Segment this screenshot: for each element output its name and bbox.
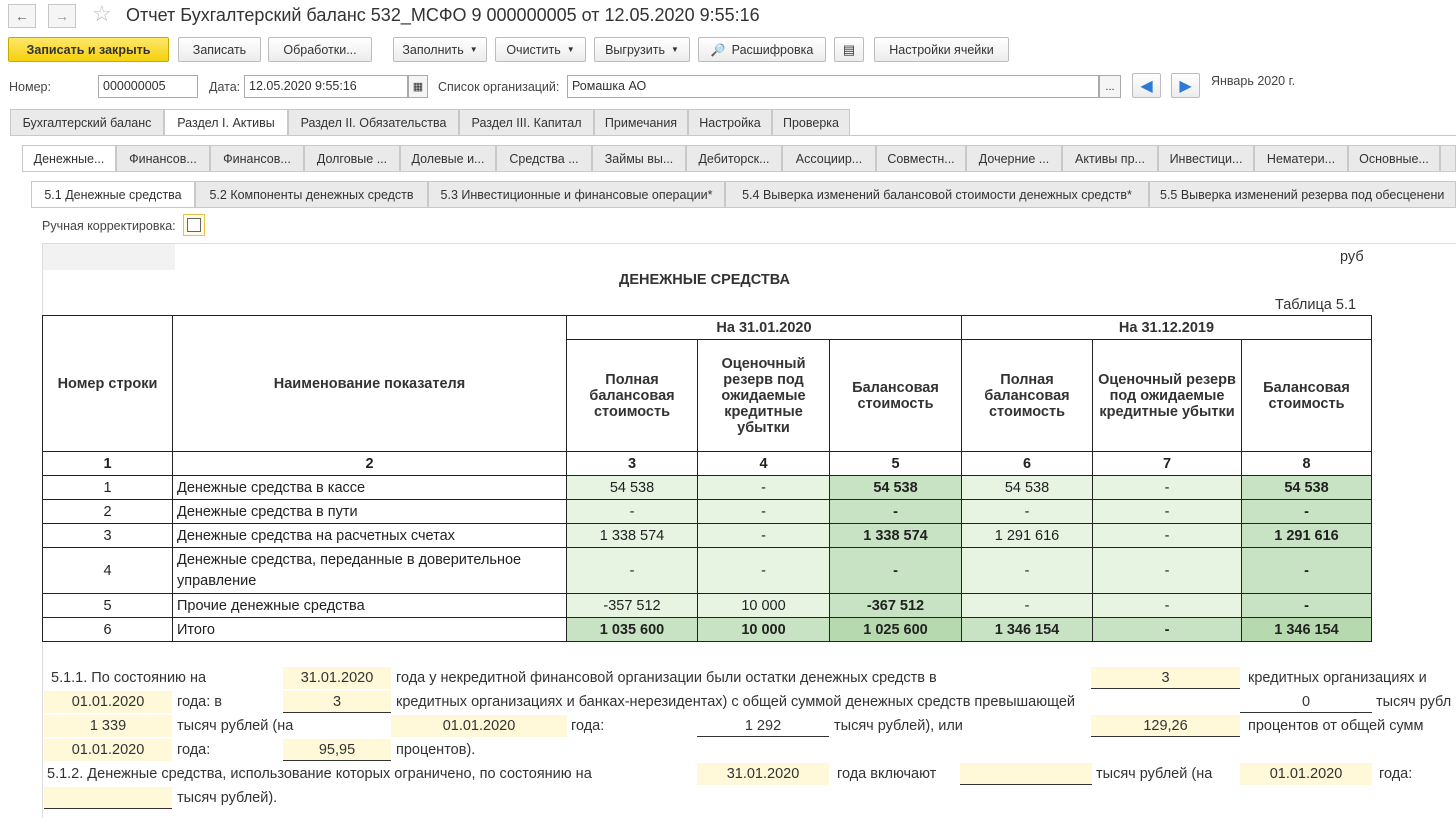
value-cell[interactable]: - [962,500,1093,524]
org-select-button[interactable]: ... [1099,75,1121,98]
value-cell[interactable]: - [1093,594,1242,618]
fill-button[interactable] [393,37,487,62]
value-cell[interactable]: 54 538 [1242,476,1372,500]
calendar-icon: ▦ [412,81,424,93]
forward-button[interactable]: → [48,4,76,28]
org-input[interactable]: Ромашка АО [567,75,1099,98]
export-label: Выгрузить [605,42,665,57]
value-cell[interactable]: - [698,524,830,548]
subtab-subsidiaries[interactable]: Дочерние ... [966,145,1062,172]
value-cell[interactable]: 54 538 [567,476,698,500]
value-cell[interactable]: 10 000 [698,618,830,642]
header-balance-2: Балансовая стоимость [1242,340,1372,452]
note-field[interactable]: 31.01.2020 [283,667,391,689]
note-text: тысяч рублей (на [177,718,294,734]
subtab-assets-sale[interactable]: Активы пр... [1062,145,1158,172]
header-full-1: Полная балансовая стоимость [567,340,698,452]
value-cell[interactable]: 54 538 [830,476,962,500]
table-row [43,500,1372,524]
window-title: Отчет Бухгалтерский баланс 532_МСФО 9 000000005 от 12.05.2020 9:55:16 [126,5,760,25]
table-row-total [43,618,1372,642]
table-row [43,594,1372,618]
row-number: 2 [43,500,173,524]
tab-check[interactable]: Проверка [772,109,850,136]
value-cell[interactable]: -367 512 [830,594,962,618]
header-full-2: Полная балансовая стоимость [962,340,1093,452]
note-field[interactable]: 31.01.2020 [697,763,829,785]
chevron-down-icon: ▼ [670,45,679,54]
note-text: тысяч рубл [1376,694,1452,710]
header-period-1: На 31.01.2020 [567,316,962,340]
manual-correction-checkbox[interactable] [183,214,205,236]
report-title: ДЕНЕЖНЫЕ СРЕДСТВА [619,272,790,288]
note-field[interactable]: 0 [1240,691,1372,713]
arrow-left-icon: ◀ [1140,77,1153,95]
colnum-cell: 3 [567,452,698,476]
header-period-2: На 31.12.2019 [962,316,1372,340]
value-cell[interactable]: 1 338 574 [567,524,698,548]
number-label: Номер: [9,80,51,94]
note-field-empty[interactable] [960,763,1092,785]
value-cell[interactable]: - [830,548,962,594]
arrow-right-icon: ▶ [1179,77,1192,95]
magnifier-icon: 🔎 [710,42,726,57]
export-button[interactable] [594,37,690,62]
note-text: тысяч рублей), или [834,718,963,734]
table-row [43,524,1372,548]
subtab-funds[interactable]: Средства ... [496,145,592,172]
row-number: 6 [43,618,173,642]
note-text: года у некредитной финансовой организации были остатки денежных средств в [396,670,937,686]
value-cell[interactable]: - [1242,500,1372,524]
subtab-equity[interactable]: Долевые и... [400,145,496,172]
value-cell[interactable]: 1 025 600 [830,618,962,642]
note-field[interactable]: 3 [283,691,391,713]
note-text: тысяч рублей (на [1096,766,1213,782]
note-text: процентов от общей сумм [1248,718,1424,734]
date-label: Дата: [209,80,241,94]
period-label: Январь 2020 г. [1211,74,1296,88]
row-number: 1 [43,476,173,500]
note-text: года: [177,742,211,758]
subtab-receivables[interactable]: Дебиторск... [686,145,782,172]
clear-button[interactable] [495,37,586,62]
section-tab-5-4[interactable]: 5.4 Выверка изменений балансовой стоимости денежных средств* [725,181,1149,208]
row-name: Прочие денежные средства [173,594,567,618]
decode-button[interactable] [698,37,826,62]
note-text: года включают [837,766,937,782]
header-rownum: Номер строки [43,316,173,452]
subtab-debt[interactable]: Долговые ... [304,145,400,172]
section-tab-5-1[interactable]: 5.1 Денежные средства [31,181,195,208]
cell-settings-button[interactable]: Настройки ячейки [874,37,1009,62]
next-period-button[interactable] [1171,73,1200,98]
number-input[interactable]: 000000005 [98,75,198,98]
clear-label: Очистить [506,42,561,57]
colnum-cell: 6 [962,452,1093,476]
note-text: кредитных организациях и [1248,670,1427,686]
header-reserve-2: Оценочный резерв под ожидаемые кредитные убытки [1093,340,1242,452]
prev-period-button[interactable] [1132,73,1161,98]
header-reserve-1: Оценочный резерв под ожидаемые кредитные убытки [698,340,830,452]
row-name: Денежные средства в пути [173,500,567,524]
subtab-panel-border [22,171,1456,172]
value-cell[interactable]: - [962,548,1093,594]
header-name: Наименование показателя [173,316,567,452]
colnum-cell: 1 [43,452,173,476]
processing-button[interactable]: Обработки... [268,37,372,62]
note-text: года: [571,718,605,734]
note-field[interactable]: 3 [1091,667,1240,689]
value-cell[interactable]: - [1093,618,1242,642]
value-cell[interactable]: 1 035 600 [567,618,698,642]
value-cell[interactable]: -357 512 [567,594,698,618]
fill-label: Заполнить [402,42,464,57]
subtab-more[interactable] [1440,145,1456,172]
subtab-associates[interactable]: Ассоциир... [782,145,876,172]
save-button[interactable]: Записать [178,37,261,62]
value-cell[interactable]: - [1242,548,1372,594]
value-cell[interactable]: - [567,548,698,594]
value-cell[interactable]: 1 338 574 [830,524,962,548]
date-input[interactable]: 12.05.2020 9:55:16 [244,75,408,98]
note-field[interactable]: 01.01.2020 [1240,763,1372,785]
section-tab-5-2[interactable]: 5.2 Компоненты денежных средств [195,181,428,208]
header-balance-1: Балансовая стоимость [830,340,962,452]
row-number: 5 [43,594,173,618]
value-cell[interactable]: - [1093,476,1242,500]
note-text: 5.1.1. По состоянию на [51,670,207,686]
tab-settings[interactable]: Настройка [688,109,772,136]
sheet-first-cell[interactable] [43,244,175,270]
colnum-cell: 8 [1242,452,1372,476]
note-field[interactable]: 01.01.2020 [44,739,172,761]
value-cell[interactable]: - [698,476,830,500]
section-panel-border [31,207,1456,208]
value-cell[interactable]: 10 000 [698,594,830,618]
row-number: 3 [43,524,173,548]
chevron-down-icon: ▼ [566,45,575,54]
row-name: Денежные средства в кассе [173,476,567,500]
table-row [43,548,1372,594]
subtab-fin2[interactable]: Финансов... [210,145,304,172]
calendar-button[interactable] [408,75,428,98]
row-number: 4 [43,548,173,594]
section-tab-5-3[interactable]: 5.3 Инвестиционные и финансовые операции* [428,181,725,208]
back-button[interactable]: ← [8,4,36,28]
row-name: Денежные средства на расчетных счетах [173,524,567,548]
note-field-empty[interactable] [44,787,172,809]
subtab-fin1[interactable]: Финансов... [116,145,210,172]
tab-liabilities[interactable]: Раздел II. Обязательства [288,109,459,136]
tab-notes[interactable]: Примечания [594,109,688,136]
note-field[interactable]: 129,26 [1091,715,1240,737]
value-cell[interactable]: - [962,594,1093,618]
note-text: года: [1379,766,1413,782]
note-field[interactable]: 1 339 [44,715,172,737]
value-cell[interactable]: - [830,500,962,524]
colnum-cell: 2 [173,452,567,476]
colnum-cell: 7 [1093,452,1242,476]
note-field[interactable]: 95,95 [283,739,391,761]
note-text: года: в [177,694,223,710]
subtab-investments[interactable]: Инвестици... [1158,145,1254,172]
cash-table [42,315,1372,642]
value-cell[interactable]: - [1093,524,1242,548]
decode-label: Расшифровка [731,42,814,57]
value-cell[interactable]: - [567,500,698,524]
chevron-down-icon: ▼ [469,45,478,54]
note-field[interactable]: 01.01.2020 [391,715,567,737]
document-icon: ▤ [842,41,856,57]
save-close-button[interactable]: Записать и закрыть [8,37,169,62]
subtab-cash[interactable]: Денежные... [22,145,116,172]
value-cell[interactable]: 1 346 154 [1242,618,1372,642]
note-text: кредитных организациях и банках-нерезидентах) с общей суммой денежных средств превышающей [396,694,1076,710]
tab-capital[interactable]: Раздел III. Капитал [459,109,594,136]
subtab-fixed[interactable]: Основные... [1348,145,1440,172]
subtab-intangible[interactable]: Нематери... [1254,145,1348,172]
value-cell[interactable]: 1 291 616 [1242,524,1372,548]
table-number: Таблица 5.1 [1275,297,1357,313]
currency-label: руб [1340,249,1364,265]
table-row [43,476,1372,500]
note-text: процентов). [396,742,476,758]
subtab-loans[interactable]: Займы вы... [592,145,686,172]
colnum-cell: 4 [698,452,830,476]
tab-assets[interactable]: Раздел I. Активы [164,109,288,136]
value-cell[interactable]: - [1242,594,1372,618]
value-cell[interactable]: - [698,548,830,594]
note-field[interactable]: 1 292 [697,715,829,737]
value-cell[interactable]: 54 538 [962,476,1093,500]
settings-doc-button[interactable] [834,37,864,62]
note-field[interactable]: 01.01.2020 [44,691,172,713]
org-label: Список организаций: [438,80,560,94]
favorite-star-icon[interactable]: ☆ [92,1,112,26]
manual-correction-label: Ручная корректировка: [42,219,176,233]
value-cell[interactable]: - [698,500,830,524]
row-name: Итого [173,618,567,642]
section-tab-5-5[interactable]: 5.5 Выверка изменений резерва под обесценени [1149,181,1456,208]
value-cell[interactable]: - [1093,548,1242,594]
tab-panel-border [10,135,1456,136]
row-name: Денежные средства, переданные в доверительное управление [173,548,567,594]
tab-balance[interactable]: Бухгалтерский баланс [10,109,164,136]
colnum-cell: 5 [830,452,962,476]
subtab-joint[interactable]: Совместн... [876,145,966,172]
note-text: 5.1.2. Денежные средства, использование которых ограничено, по состоянию на [47,766,592,782]
value-cell[interactable]: 1 291 616 [962,524,1093,548]
value-cell[interactable]: 1 346 154 [962,618,1093,642]
note-text: тысяч рублей). [177,790,278,806]
value-cell[interactable]: - [1093,500,1242,524]
